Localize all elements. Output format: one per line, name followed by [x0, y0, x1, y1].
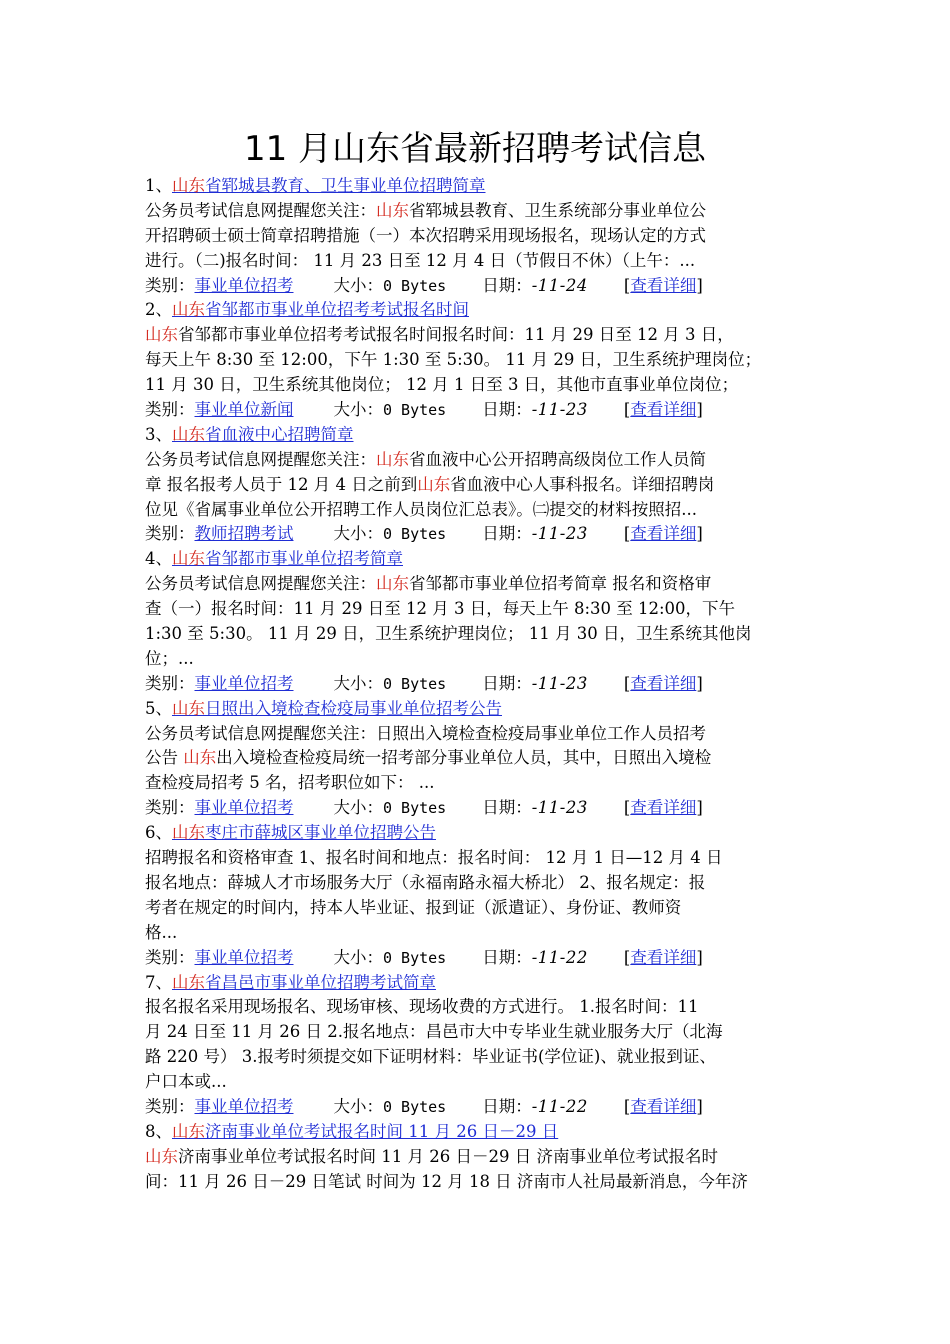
item-summary-line	[145, 199, 807, 224]
item-meta	[145, 274, 807, 299]
item-heading	[145, 547, 807, 572]
item-meta	[145, 1095, 807, 1120]
date-value: -11-22	[531, 947, 588, 967]
category-link[interactable]: 事业单位招考	[194, 275, 294, 295]
item-title-text: 省邹都市事业单位招考简章	[205, 549, 403, 569]
summary-text: 月 24 日至 11 月 26 日 2.报名地点：昌邑市大中专毕业生就业服务大厅（北海	[145, 1022, 723, 1042]
item-title-text: 省血液中心招聘简章	[205, 424, 354, 444]
summary-text: 1:30 至 5:30。 11 月 29 日，卫生系统护理岗位； 11 月 30 日，卫生系统其他岗	[145, 624, 752, 644]
item-heading	[145, 1120, 807, 1145]
view-details-link[interactable]: 查看详细	[630, 1096, 697, 1116]
category-link[interactable]: 事业单位招考	[194, 947, 294, 967]
summary-text: 济南事业单位考试报名时间 11 月 26 日－29 日 济南事业单位考试报名时	[178, 1146, 718, 1166]
item-summary-line	[145, 896, 807, 921]
summary-text: 公告	[145, 748, 184, 768]
keyword-highlight: 山东	[183, 748, 217, 768]
item-summary-line	[145, 1020, 807, 1045]
category-link[interactable]: 事业单位招考	[194, 673, 294, 693]
summary-text: 省郓城县教育、卫生系统部分事业单位公	[409, 200, 706, 220]
item-title-link[interactable]	[172, 699, 502, 718]
category-link[interactable]: 事业单位新闻	[194, 400, 294, 420]
date-label: 日期：	[482, 947, 532, 967]
keyword-highlight: 山东	[172, 1121, 205, 1141]
bracket-close: ]	[696, 798, 703, 818]
item-number: 8、	[145, 1121, 172, 1141]
summary-text: 报名报名采用现场报名、现场审核、现场收费的方式进行。 1.报名时间：11	[145, 997, 699, 1017]
keyword-highlight: 山东	[417, 474, 451, 494]
view-details-link[interactable]: 查看详细	[630, 947, 697, 967]
summary-text: 每天上午 8:30 至 12:00，下午 1:30 至 5:30。 11 月 29 日，卫生系统护理岗位；	[145, 350, 762, 370]
summary-text: 间：11 月 26 日－29 日笔试 时间为 12 月 18 日 济南市人社局最新消息，今年济	[145, 1171, 748, 1191]
item-number: 3、	[145, 424, 172, 444]
item-meta	[145, 672, 807, 697]
size-value: 0 Bytes	[383, 799, 447, 818]
size-label: 大小：	[333, 947, 383, 967]
item-summary-line	[145, 1170, 807, 1195]
keyword-highlight: 山东	[172, 549, 205, 569]
keyword-highlight: 山东	[376, 574, 409, 594]
summary-text: 招聘报名和资格审查 1、报名时间和地点：报名时间： 12 月 1 日—12 月 4 日	[145, 848, 723, 868]
item-summary-line	[145, 871, 807, 896]
item-summary-line	[145, 597, 807, 622]
keyword-highlight: 山东	[145, 325, 178, 345]
keyword-highlight: 山东	[376, 449, 409, 469]
summary-text: 出入境检查检疫局统一招考部分事业单位人员，其中，日照出入境检	[216, 748, 712, 768]
item-title-text: 济南事业单位考试报名时间 11 月 26 日－29 日	[205, 1121, 559, 1141]
date-label: 日期：	[482, 1096, 532, 1116]
summary-text: 考者在规定的时间内，持本人毕业证、报到证（派遣证）、身份证、教师资	[145, 897, 682, 917]
size-label: 大小：	[333, 400, 383, 420]
item-meta	[145, 946, 807, 971]
summary-text: 章 报名报考人员于 12 月 4 日之前到	[145, 474, 418, 494]
item-heading	[145, 697, 807, 722]
summary-text: 开招聘硕士硕士简章招聘措施（一）本次招聘采用现场报名，现场认定的方式	[145, 225, 706, 245]
size-value: 0 Bytes	[383, 525, 447, 544]
page-title: 11 月山东省最新招聘考试信息	[243, 129, 707, 169]
summary-text: 11 月 30 日，卫生系统其他岗位； 12 月 1 日至 3 日，其他市直事业单位岗位；	[145, 375, 739, 395]
size-value: 0 Bytes	[383, 276, 447, 295]
summary-text: 省血液中心公开招聘高级岗位工作人员简	[409, 449, 706, 469]
item-meta	[145, 796, 807, 821]
item-summary-line	[145, 921, 807, 946]
item-summary-line	[145, 473, 807, 498]
item-heading	[145, 971, 807, 996]
summary-text: 省邹都市事业单位招考简章 报名和资格审	[409, 574, 712, 594]
item-summary-line	[145, 722, 807, 747]
bracket-open: [	[623, 275, 631, 295]
date-value: -11-23	[531, 524, 588, 544]
item-heading	[145, 174, 807, 199]
keyword-highlight: 山东	[172, 424, 205, 444]
item-summary-line	[145, 846, 807, 871]
summary-text: 报名地点：薛城人才市场服务大厅（永福南路永福大桥北） 2、报名规定：报	[145, 872, 706, 892]
item-summary-line	[145, 995, 807, 1020]
item-number: 4、	[145, 549, 172, 569]
view-details-link[interactable]: 查看详细	[630, 524, 697, 544]
keyword-highlight: 山东	[172, 698, 205, 718]
bracket-close: ]	[696, 673, 703, 693]
bracket-open: [	[623, 400, 631, 420]
item-summary-line	[145, 498, 807, 523]
item-title-text: 省郓城县教育、卫生事业单位招聘简章	[205, 176, 486, 195]
summary-text: 格...	[145, 922, 178, 942]
item-summary-line	[145, 746, 807, 771]
item-title-link[interactable]	[172, 1122, 558, 1141]
keyword-highlight: 山东	[172, 972, 205, 992]
date-value: -11-23	[531, 798, 588, 818]
keyword-highlight: 山东	[376, 200, 409, 220]
date-label: 日期：	[482, 524, 532, 544]
item-title-text: 省昌邑市事业单位招聘考试简章	[205, 972, 436, 992]
date-label: 日期：	[482, 798, 532, 818]
category-label: 类别：	[145, 673, 195, 693]
summary-text: 省邹都市事业单位招考考试报名时间报名时间：11 月 29 日至 12 月 3 日，	[178, 325, 734, 345]
item-title-link[interactable]	[172, 973, 436, 992]
date-label: 日期：	[482, 400, 532, 420]
item-summary-line	[145, 1045, 807, 1070]
listing	[145, 174, 807, 1195]
item-title-text: 省邹都市事业单位招考考试报名时间	[205, 300, 469, 320]
bracket-close: ]	[696, 400, 703, 420]
view-details-link[interactable]: 查看详细	[630, 275, 697, 295]
item-heading	[145, 298, 807, 323]
summary-text: 户口本或...	[145, 1072, 227, 1092]
summary-text: 进行。（二)报名时间： 11 月 23 日至 12 月 4 日（节假日不休）（上午：...	[145, 250, 696, 270]
item-summary-line	[145, 323, 807, 348]
summary-text: 查检疫局招考 5 名，招考职位如下： ...	[145, 773, 435, 793]
size-label: 大小：	[333, 524, 383, 544]
item-summary-line	[145, 1145, 807, 1170]
item-number: 1、	[145, 176, 172, 195]
item-number: 6、	[145, 823, 172, 843]
item-summary-line	[145, 572, 807, 597]
item-summary-line	[145, 771, 807, 796]
keyword-highlight: 山东	[172, 823, 205, 843]
summary-text: 查（一）报名时间：11 月 29 日至 12 月 3 日，每天上午 8:30 至 12:00，下午	[145, 599, 736, 619]
date-value: -11-22	[531, 1096, 588, 1116]
category-label: 类别：	[145, 524, 195, 544]
item-summary-line	[145, 373, 807, 398]
bracket-close: ]	[696, 275, 703, 295]
size-value: 0 Bytes	[383, 674, 447, 693]
item-summary-line	[145, 622, 807, 647]
category-label: 类别：	[145, 798, 195, 818]
item-summary-line	[145, 448, 807, 473]
summary-text: 省血液中心人事科报名。详细招聘岗	[450, 474, 715, 494]
size-label: 大小：	[333, 673, 383, 693]
item-title-link[interactable]	[172, 823, 436, 842]
bracket-open: [	[623, 947, 631, 967]
item-title-link[interactable]	[172, 549, 403, 568]
bracket-open: [	[623, 798, 631, 818]
date-value: -11-23	[531, 400, 588, 420]
date-value: -11-24	[531, 275, 588, 295]
bracket-close: ]	[696, 947, 703, 967]
summary-text: 路 220 号） 3.报考时须提交如下证明材料：毕业证书(学位证)、就业报到证、	[145, 1047, 716, 1067]
summary-text: 公务员考试信息网提醒您关注：日照出入境检查检疫局事业单位工作人员招考	[145, 723, 706, 743]
item-number: 7、	[145, 972, 172, 992]
keyword-highlight: 山东	[145, 1146, 178, 1166]
size-label: 大小：	[333, 1096, 383, 1116]
item-summary-line	[145, 647, 807, 672]
date-label: 日期：	[482, 673, 532, 693]
item-number: 2、	[145, 300, 172, 320]
item-summary-line	[145, 1070, 807, 1095]
view-details-link[interactable]: 查看详细	[630, 400, 697, 420]
date-value: -11-23	[531, 673, 588, 693]
summary-text: 位见《省属事业单位公开招聘工作人员岗位汇总表》。㈡提交的材料按照招...	[145, 499, 697, 519]
size-label: 大小：	[333, 798, 383, 818]
category-link[interactable]: 事业单位招考	[194, 798, 294, 818]
keyword-highlight: 山东	[172, 300, 205, 320]
view-details-link[interactable]: 查看详细	[630, 673, 697, 693]
view-details-link[interactable]: 查看详细	[630, 798, 697, 818]
item-title-text: 枣庄市薛城区事业单位招聘公告	[205, 823, 436, 843]
item-meta	[145, 398, 807, 423]
item-title-link[interactable]	[172, 176, 486, 195]
size-value: 0 Bytes	[383, 401, 447, 420]
item-number: 5、	[145, 698, 172, 718]
summary-text: 公务员考试信息网提醒您关注：	[145, 449, 376, 469]
item-meta	[145, 522, 807, 547]
item-title-link[interactable]	[172, 425, 354, 444]
bracket-close: ]	[696, 1096, 703, 1116]
bracket-open: [	[623, 1096, 631, 1116]
category-label: 类别：	[145, 275, 195, 295]
item-title-link[interactable]	[172, 300, 469, 319]
summary-text: 公务员考试信息网提醒您关注：	[145, 200, 376, 220]
bracket-close: ]	[696, 524, 703, 544]
summary-text: 公务员考试信息网提醒您关注：	[145, 574, 376, 594]
date-label: 日期：	[482, 275, 532, 295]
keyword-highlight: 山东	[172, 176, 205, 195]
item-title-text: 日照出入境检查检疫局事业单位招考公告	[205, 698, 502, 718]
size-value: 0 Bytes	[383, 1097, 447, 1116]
item-heading	[145, 423, 807, 448]
item-summary-line	[145, 249, 807, 274]
category-link[interactable]: 事业单位招考	[194, 1096, 294, 1116]
summary-text: 位；...	[145, 648, 194, 668]
bracket-open: [	[623, 524, 631, 544]
bracket-open: [	[623, 673, 631, 693]
item-summary-line	[145, 348, 807, 373]
item-heading	[145, 821, 807, 846]
item-summary-line	[145, 224, 807, 249]
size-value: 0 Bytes	[383, 948, 447, 967]
category-label: 类别：	[145, 1096, 195, 1116]
category-label: 类别：	[145, 947, 195, 967]
category-label: 类别：	[145, 400, 195, 420]
category-link[interactable]: 教师招聘考试	[194, 524, 294, 544]
size-label: 大小：	[333, 275, 383, 295]
